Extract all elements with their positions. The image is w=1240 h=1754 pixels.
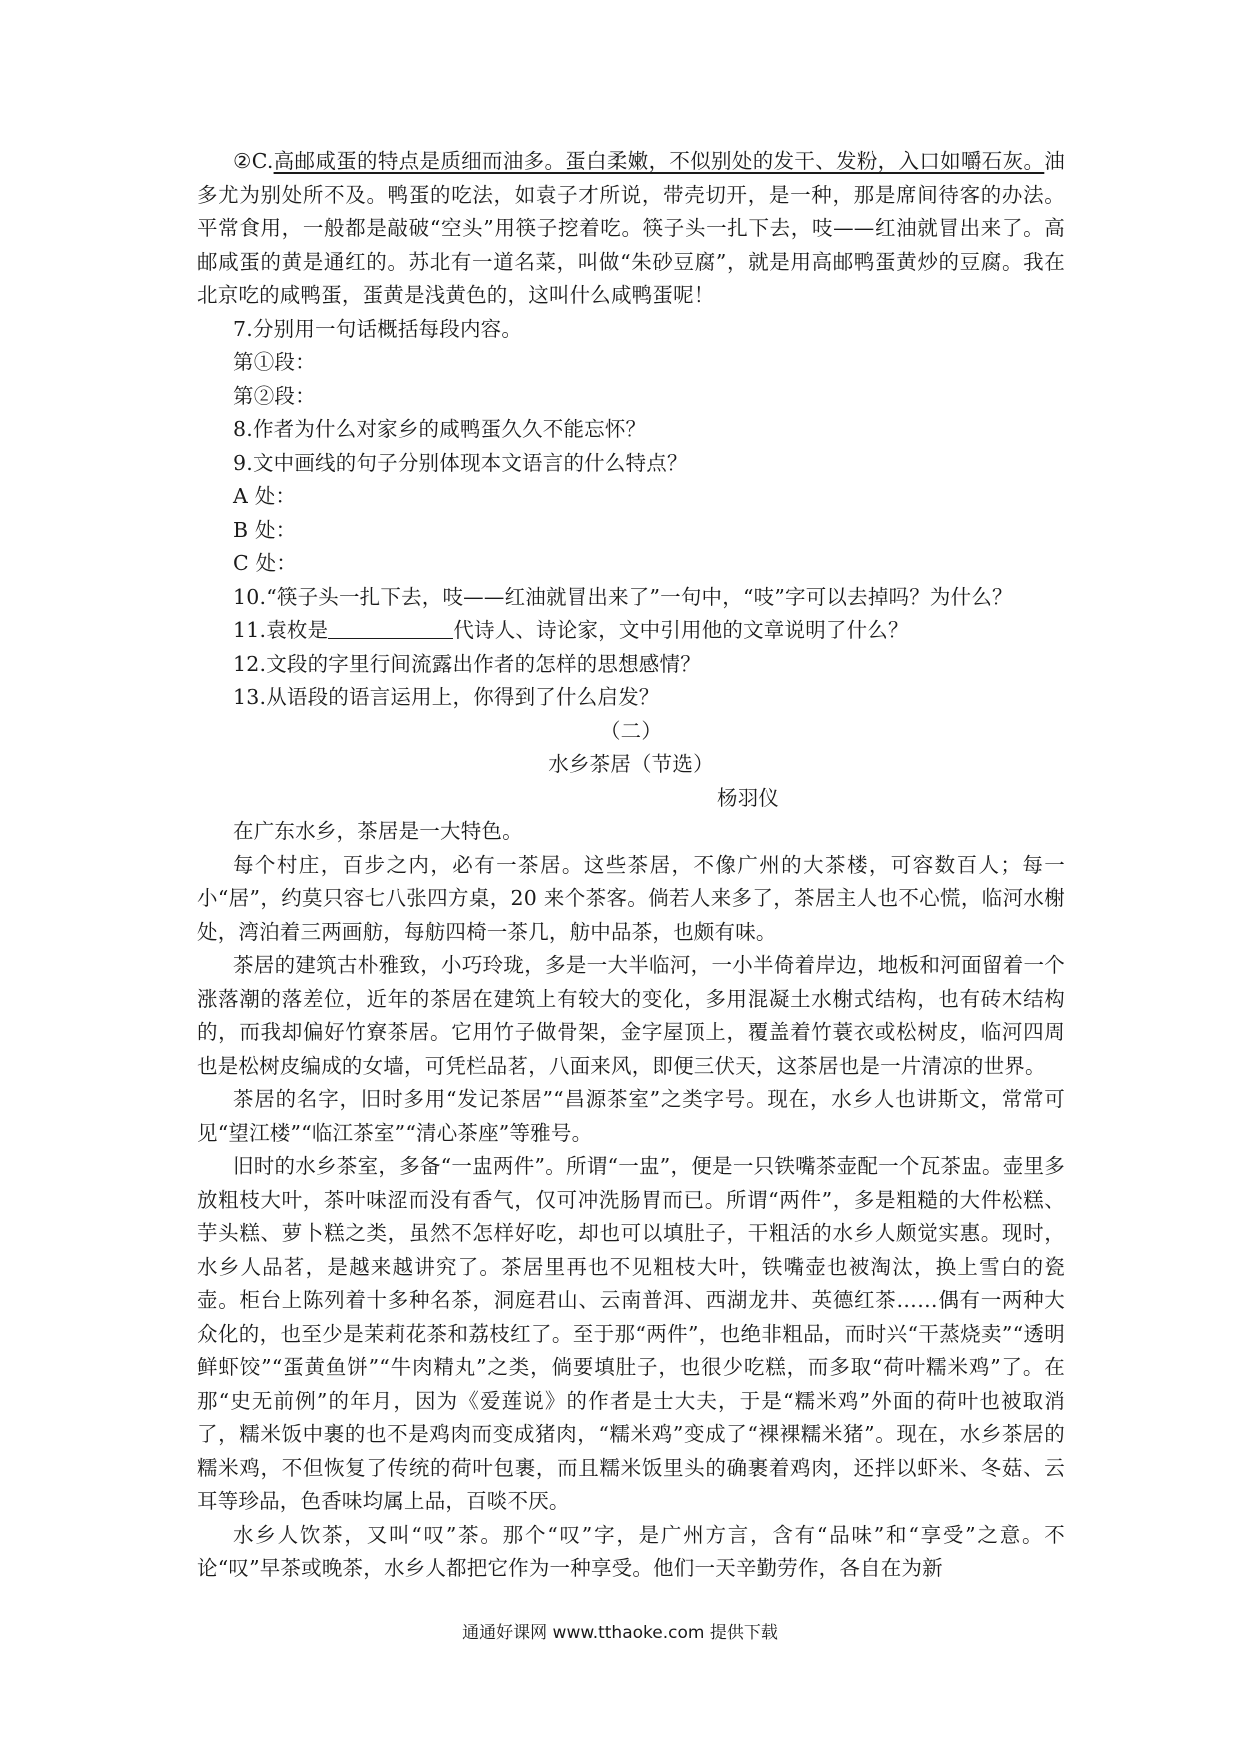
question-9-part-b: B 处： [233,517,297,542]
underlined-sentence-c: 高邮咸蛋的特点是质细而油多。蛋白柔嫩，不似别处的发干、发粉，入口如嚼石灰。 [273,149,1045,173]
passage-author: 杨羽仪 [717,785,780,810]
passage-title: 水乡茶居（节选） [548,752,714,776]
question-7-part-b: 第②段： [233,383,316,408]
question-9: 9.文中画线的句子分别体现本文语言的什么特点？ [233,450,688,475]
question-11 [197,614,1065,648]
passage1-paragraph-2 [197,145,1065,313]
passage2-paragraph: 旧时的水乡茶室，多备“一盅两件”。所谓“一盅”，便是一只铁嘴茶壶配一个瓦茶盅。壶里多放粗枝大叶，茶叶味涩而没有香气，仅可冲洗肠胃而已。所谓“两件”，多是粗糙的大件松糕、芋头糕、萝卜糕之类，虽然不怎样好吃，却也可以填肚子，干粗活的水乡人颇觉实惠。现时，水乡人品茗，是越来越讲究了。茶居里再也不见粗枝大叶，铁嘴壶也被淘汰，换上雪白的瓷壶。柜台上陈列着十多种名茶，洞庭君山、云南普洱、西湖龙井、英德红茶……偶有一两种大众化的，也至少是茉莉花茶和荔枝红了。至于那“两件”，也绝非粗品，而时兴“干蒸烧卖”“透明鲜虾饺”“蛋黄鱼饼”“牛肉精丸”之类，倘要填肚子，也很少吃糕，而多取“荷叶糯米鸡”了。在那“史无前例”的年月，因为《爱莲说》的作者是士大夫，于是“糯米鸡”外面的荷叶也被取消了，糯米饭中裹的也不是鸡肉而变成猪肉，“糯米鸡”变成了“裸裸糯米猪”。现在，水乡茶居的糯米鸡，不但恢复了传统的荷叶包裹，而且糯米饭里头的确裹着鸡肉，还拌以虾米、冬菇、云耳等珍品，色香味均属上品，百啖不厌。 [197,1154,1065,1513]
paragraph-text: 油多尤为别处所不及。鸭蛋的吃法，如袁子才所说，带壳切开，是一种，那是席间待客的办法。平常食用，一般都是敲破“空头”用筷子挖着吃。筷子头一扎下去，吱——红油就冒出来了。高邮咸蛋的黄是通红的。苏北有一道名菜，叫做“朱砂豆腐”，就是用高邮鸭蛋黄炒的豆腐。我在北京吃的咸鸭蛋，蛋黄是浅黄色的，这叫什么咸鸭蛋呢！ [197,149,1065,307]
question-9-part-c: C 处： [233,551,298,575]
passage2-paragraph: 茶居的建筑古朴雅致，小巧玲珑，多是一大半临河，一小半倚着岸边，地板和河面留着一个涨落潮的落差位，近年的茶居在建筑上有较大的变化，多用混凝土水榭式结构，也有砖木结构的，而我却偏好竹寮茶居。它用竹子做骨架，金字屋顶上，覆盖着竹蓑衣或松树皮，临河四周也是松树皮编成的女墙，可凭栏品茗，八面来风，即便三伏天，这茶居也是一片清凉的世界。 [197,953,1065,1078]
passage2-paragraph: 每个村庄，百步之内，必有一茶居。这些茶居，不像广州的大茶楼，可容数百人；每一小“居”，约莫只容七八张四方桌，20 来个茶客。倘若人来多了，茶居主人也不心慌，临河水榭处，湾泊着三两画舫，每舫四椅一茶几，舫中品茶，也颇有味。 [197,852,1065,944]
fill-in-blank[interactable] [328,616,453,639]
question-7: 7.分别用一句话概括每段内容。 [233,316,523,341]
section-heading: （二） [599,718,663,743]
question-8: 8.作者为什么对家乡的咸鸭蛋久久不能忘怀？ [233,417,647,441]
page-footer: 通通好课网 www.tthaoke.com 提供下载 [462,1623,778,1643]
question-13: 13.从语段的语言运用上，你得到了什么启发？ [233,685,660,709]
question-7-part-a: 第①段： [233,350,316,374]
question-11-suffix: 代诗人、诗论家，文中引用他的文章说明了什么？ [453,618,909,642]
question-10: 10.“筷子头一扎下去，吱——红油就冒出来了”一句中，“吱”字可以去掉吗？为什么？ [233,584,1013,609]
passage2-paragraph: 茶居的名字，旧时多用“发记茶居”“昌源茶室”之类字号。现在，水乡人也讲斯文，常常可见“望江楼”“临江茶室”“清心茶座”等雅号。 [197,1087,1065,1145]
question-12: 12.文段的字里行间流露出作者的怎样的思想感情？ [233,651,701,676]
question-11-prefix: 11.袁枚是 [233,618,329,642]
document-body [197,145,1065,1586]
paragraph-marker: ②C. [233,149,274,173]
passage2-paragraph: 在广东水乡，茶居是一大特色。 [233,819,523,843]
question-9-part-a: A 处： [233,484,297,508]
passage2-paragraph: 水乡人饮茶，又叫“叹”茶。那个“叹”字，是广州方言，含有“品味”和“享受”之意。不论“叹”早茶或晚茶，水乡人都把它作为一种享受。他们一天辛勤劳作，各自在为新 [197,1522,1065,1580]
